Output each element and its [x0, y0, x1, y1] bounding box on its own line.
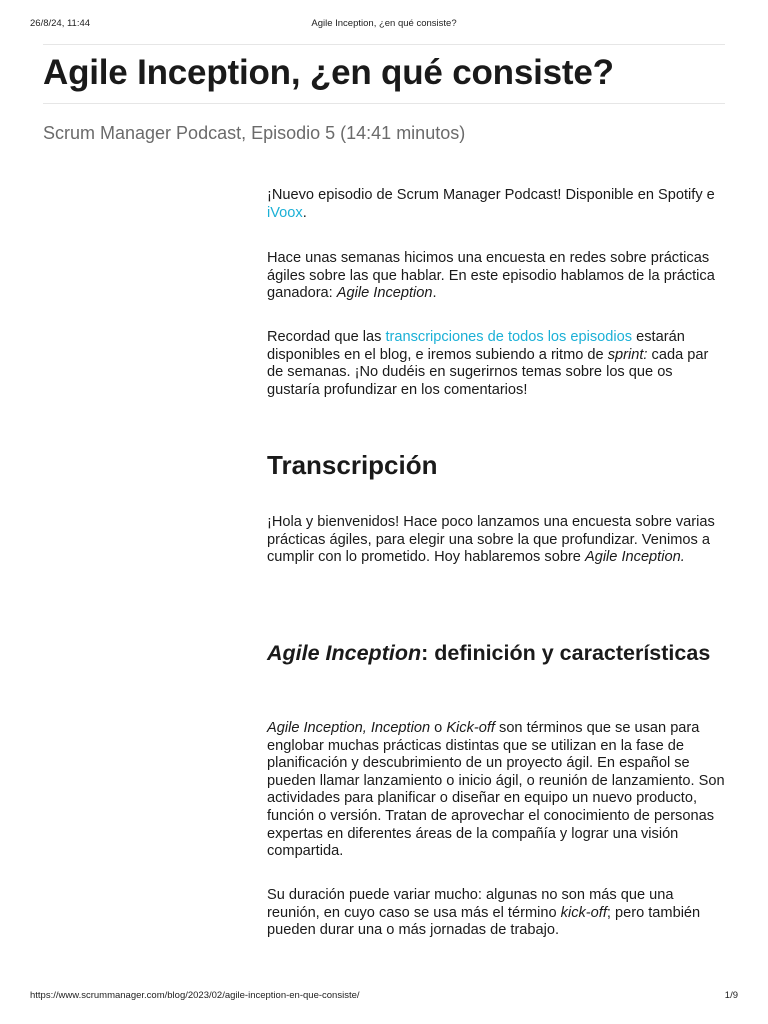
text-span: Su duración puede variar mucho: algunas no son más que una reunión, en cuyo caso se usa más el término — [267, 887, 674, 921]
divider — [43, 44, 725, 45]
duration-paragraph — [267, 887, 727, 940]
text-span: o — [430, 720, 447, 736]
text-span: Hace unas semanas hicimos una encuesta en redes sobre prácticas ágiles sobre las que hablar. En este episodio hablamos de la práctica ganadora: — [267, 250, 715, 302]
emphasis: kick-off — [560, 904, 607, 921]
definition-heading — [267, 640, 710, 667]
intro-paragraph-availability — [267, 187, 727, 222]
emphasis: Agile Inception. — [584, 549, 685, 566]
print-url: https://www.scrummanager.com/blog/2023/02/agile-inception-en-que-consiste/ — [30, 990, 360, 1001]
print-doc-title: Agile Inception, ¿en qué consiste? — [311, 18, 457, 29]
intro-paragraph-survey — [267, 250, 727, 303]
text-span: ¡Nuevo episodio de Scrum Manager Podcast! Disponible en Spotify e — [267, 187, 715, 203]
text-span: Recordad que las — [267, 329, 386, 345]
print-datetime: 26/8/24, 11:44 — [30, 18, 91, 29]
ivoox-link[interactable]: iVoox — [267, 204, 303, 221]
transcription-heading: Transcripción — [267, 450, 438, 480]
emphasis: Agile Inception — [336, 285, 433, 302]
text-span: . — [302, 204, 307, 221]
intro-paragraph-transcripts — [267, 329, 727, 399]
text-span: cada par de semanas. ¡No dudéis en sugerirnos temas sobre los que os gustaría profundizar en los comentarios! — [267, 346, 709, 398]
text-span: ; pero también pueden durar una o más jornadas de trabajo. — [267, 904, 701, 939]
emphasis: Kick-off — [446, 720, 495, 736]
definition-paragraph — [267, 720, 727, 861]
text-span: ¡Hola y bienvenidos! Hace poco lanzamos una encuesta sobre varias prácticas ágiles, para elegir una sobre la que profundizar. Venimos a cumplir con lo prometido. Hoy hablaremos sobre — [267, 514, 715, 566]
transcription-intro-paragraph — [267, 514, 727, 567]
emphasis: Agile Inception, Inception — [267, 720, 431, 736]
transcripts-link[interactable]: transcripciones de todos los episodios — [385, 329, 633, 345]
text-span: : definición y características — [421, 641, 711, 665]
page-subtitle: Scrum Manager Podcast, Episodio 5 (14:41 minutos) — [43, 123, 466, 143]
divider — [43, 103, 725, 104]
text-span: son términos que se usan para englobar muchas prácticas distintas que se utilizan en la fase de planificación y descubrimiento de un proyecto ágil. En español se pueden llamar lanzamiento o inicio ágil, o reunión de lanzamiento. Son actividades para planificar o diseñar en equipo un nuevo producto, función o versión. Tratan de aprovechar el conocimiento de personas expertas en diferentes áreas de la compañía y lograr una visión compartida. — [267, 720, 725, 860]
emphasis: sprint: — [607, 346, 648, 363]
print-header — [30, 18, 738, 32]
emphasis: Agile Inception — [267, 641, 422, 665]
print-page-number: 1/9 — [724, 990, 738, 1001]
page-title: Agile Inception, ¿en qué consiste? — [43, 53, 614, 92]
text-span: . — [432, 285, 437, 302]
print-footer — [30, 990, 738, 1004]
text-span: estarán disponibles en el blog, e iremos subiendo a ritmo de — [267, 329, 685, 363]
